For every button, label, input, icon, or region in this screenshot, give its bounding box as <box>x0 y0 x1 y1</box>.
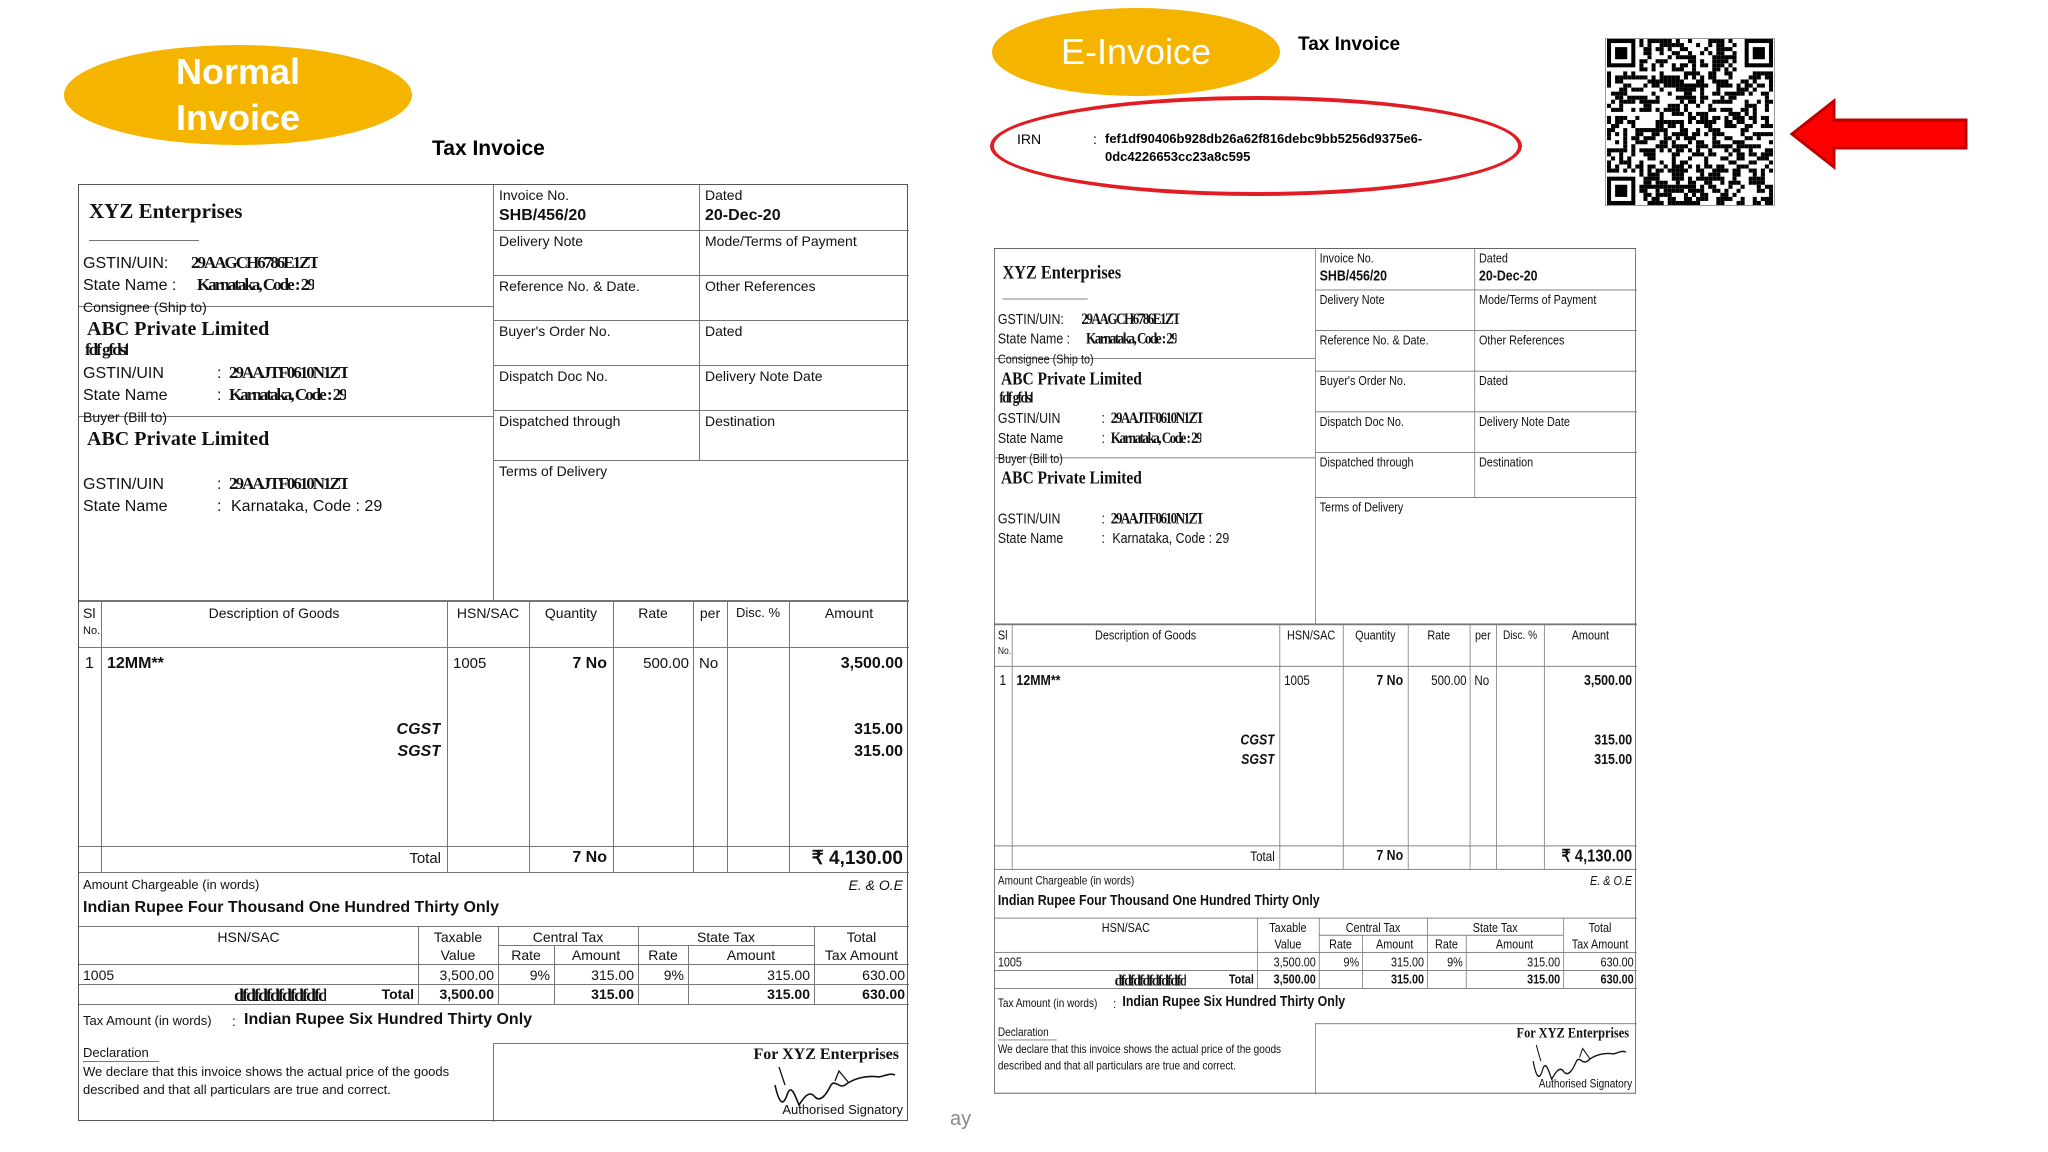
tax-row-state-amount: 315.00 <box>1527 954 1561 970</box>
col-sl: Sl <box>83 605 96 621</box>
tax-row-value: 3,500.00 <box>439 967 494 983</box>
other-references-label: Other References <box>1478 332 1565 348</box>
tax-total-scribble: dfdfdfdfdfdfdfd <box>1114 970 1186 989</box>
tax-col-total: Total <box>1588 920 1612 935</box>
buyer-label: Buyer (Bill to) <box>997 451 1063 466</box>
amount-chargeable-label: Amount Chargeable (in words) <box>997 873 1135 887</box>
tax-row-central-amount: 315.00 <box>1390 954 1425 970</box>
tax-col-hsn: HSN/SAC <box>1101 920 1150 935</box>
buyer-state-label: State Name <box>83 498 168 515</box>
delivery-note-date-label: Delivery Note Date <box>1478 414 1570 429</box>
tax-in-words: Indian Rupee Six Hundred Thirty Only <box>1122 994 1346 1010</box>
tax-total-value: 3,500.00 <box>1273 971 1316 987</box>
tax-col-central: Central Tax <box>1345 920 1401 935</box>
seller-name: XYZ Enterprises <box>1002 261 1122 284</box>
normal-invoice-sheet <box>78 184 908 1121</box>
seller-state: Karnataka, Code : 29 <box>197 275 314 294</box>
consignee-address: fdf gfdsf <box>85 340 128 359</box>
col-hsn: HSN/SAC <box>1287 627 1336 643</box>
item-quantity: 7 No <box>1376 673 1404 689</box>
normal-invoice-badge <box>64 45 412 145</box>
cgst-amount: 315.00 <box>1594 732 1633 748</box>
tax-total-label: Total <box>381 986 414 1002</box>
item-amount: 3,500.00 <box>1583 673 1633 689</box>
tax-col-state-amount: Amount <box>1495 936 1534 952</box>
buyer-gstin-label: GSTIN/UIN <box>997 511 1061 527</box>
col-description: Description of Goods <box>208 605 340 621</box>
col-amount: Amount <box>1571 627 1610 643</box>
qr-code-icon <box>1605 38 1775 206</box>
col-per: per <box>1475 627 1491 643</box>
invoice-no-label: Invoice No. <box>499 187 570 203</box>
seller-state-label: State Name : <box>83 277 177 294</box>
tax-col-taxable: Taxable <box>433 929 483 945</box>
buyers-order-label: Buyer's Order No. <box>499 323 611 339</box>
tax-row-central-rate: 9% <box>1343 954 1360 970</box>
consignee-gstin-colon: : <box>1101 411 1105 427</box>
seller-gstin: 29AAGCH6786E1ZT <box>1081 310 1180 328</box>
dated-value: 20-Dec-20 <box>705 207 781 224</box>
item-rate: 500.00 <box>643 655 689 672</box>
consignee-gstin-label: GSTIN/UIN <box>997 411 1061 427</box>
buyer-label: Buyer (Bill to) <box>83 409 168 425</box>
invoice-document <box>994 248 1636 1094</box>
tax-col-central-rate: Rate <box>511 947 541 963</box>
cgst-label: CGST <box>1240 732 1275 748</box>
order-dated-label: Dated <box>1478 373 1508 388</box>
arrow-left-icon <box>1790 98 1970 170</box>
seller-gstin-label: GSTIN/UIN: <box>83 255 169 272</box>
tax-total-central: 315.00 <box>591 986 634 1002</box>
col-sl-no: No. <box>997 646 1012 657</box>
delivery-note-date-label: Delivery Note Date <box>705 368 823 384</box>
tax-total-total: 630.00 <box>862 986 905 1002</box>
amount-chargeable-label: Amount Chargeable (in words) <box>83 877 260 892</box>
seller-gstin: 29AAGCH6786E1ZT <box>191 253 318 272</box>
seller-gstin-label: GSTIN/UIN: <box>997 312 1064 328</box>
seller-state-label: State Name : <box>997 331 1071 348</box>
buyer-gstin: 29AAJTF0610N1ZT <box>229 474 349 493</box>
invoice-document <box>78 184 908 1121</box>
tax-col-state-amount: Amount <box>726 947 776 963</box>
mode-terms-label: Mode/Terms of Payment <box>1478 292 1597 307</box>
tax-total-label: Total <box>1228 971 1254 987</box>
tax-col-state-rate: Rate <box>1435 936 1458 952</box>
buyer-gstin-colon: : <box>1101 511 1105 527</box>
eoe-label: E. & O.E <box>1590 873 1633 888</box>
col-rate: Rate <box>638 605 668 621</box>
total-label: Total <box>409 850 441 867</box>
amount-in-words: Indian Rupee Four Thousand One Hundred Thirty Only <box>997 893 1320 909</box>
tax-in-words: Indian Rupee Six Hundred Thirty Only <box>244 1011 533 1028</box>
tax-words-colon: : <box>1113 996 1117 1011</box>
col-per: per <box>699 605 721 621</box>
consignee-gstin-label: GSTIN/UIN <box>83 365 164 382</box>
authorised-signatory: Authorised Signatory <box>1538 1076 1633 1091</box>
col-quantity: Quantity <box>544 605 598 621</box>
footer-fragment: ay <box>950 1108 972 1130</box>
dispatched-through-label: Dispatched through <box>499 413 621 429</box>
sgst-label: SGST <box>397 743 441 760</box>
consignee-state-colon: : <box>217 387 222 404</box>
tax-total-scribble: dfdfdfdfdfdfdfd <box>234 985 327 1005</box>
consignee-state-colon: : <box>1101 431 1105 447</box>
buyer-gstin-colon: : <box>217 476 222 493</box>
dispatch-doc-label: Dispatch Doc No. <box>1319 414 1404 429</box>
sgst-amount: 315.00 <box>854 743 903 760</box>
buyer-state-colon: : <box>217 498 222 515</box>
consignee-gstin: 29AAJTF0610N1ZT <box>1110 409 1204 427</box>
irn-value-line1: fef1df90406b928db26a62f816debc9bb5256d9375e6- <box>1105 131 1423 146</box>
tax-row-total: 630.00 <box>862 967 905 983</box>
eoe-label: E. & O.E <box>848 877 903 893</box>
declaration-text: We declare that this invoice shows the actual price of the goods described and that all particulars are true and correct. <box>997 1042 1282 1072</box>
tax-col-central: Central Tax <box>532 929 604 945</box>
item-quantity: 7 No <box>572 655 607 672</box>
tax-row-state-amount: 315.00 <box>767 967 810 983</box>
buyer-gstin: 29AAJTF0610N1ZT <box>1110 509 1204 527</box>
consignee-address: fdf gfdsf <box>999 388 1033 406</box>
invoice-no-label: Invoice No. <box>1319 250 1374 266</box>
mode-terms-label: Mode/Terms of Payment <box>705 233 857 249</box>
item-amount: 3,500.00 <box>840 655 903 672</box>
tax-col-hsn: HSN/SAC <box>217 929 280 945</box>
dated-value: 20-Dec-20 <box>1478 268 1538 285</box>
sgst-label: SGST <box>1241 752 1275 768</box>
total-amount: ₹ 4,130.00 <box>811 848 903 869</box>
buyer-state: Karnataka, Code : 29 <box>1112 531 1230 547</box>
buyers-order-label: Buyer's Order No. <box>1319 373 1406 388</box>
total-quantity: 7 No <box>1376 848 1404 864</box>
tax-col-state-rate: Rate <box>648 947 678 963</box>
cgst-label: CGST <box>396 721 441 738</box>
tax-row-value: 3,500.00 <box>1273 954 1316 970</box>
invoice-no-value: SHB/456/20 <box>499 207 587 224</box>
col-description: Description of Goods <box>1095 627 1197 643</box>
col-sl-no: No. <box>83 625 101 637</box>
einvoice-sheet <box>994 248 1636 1094</box>
total-label: Total <box>1250 849 1275 865</box>
tax-total-central: 315.00 <box>1390 971 1425 987</box>
buyer-gstin-label: GSTIN/UIN <box>83 476 164 493</box>
tax-words-label: Tax Amount (in words) <box>83 1013 212 1028</box>
tax-row-total: 630.00 <box>1600 954 1634 970</box>
einvoice-title: Tax Invoice <box>1298 34 1401 55</box>
normal-invoice-title: Tax Invoice <box>432 137 545 160</box>
consignee-gstin-colon: : <box>217 365 222 382</box>
cgst-amount: 315.00 <box>854 721 903 738</box>
dispatched-through-label: Dispatched through <box>1319 454 1414 470</box>
consignee-name: ABC Private Limited <box>1000 368 1142 389</box>
tax-row-central-amount: 315.00 <box>591 967 634 983</box>
tax-col-central-rate: Rate <box>1329 936 1352 952</box>
consignee-state-label: State Name <box>997 431 1064 447</box>
buyer-name: ABC Private Limited <box>1000 468 1142 489</box>
col-discount: Disc. % <box>1502 627 1538 642</box>
col-sl: Sl <box>997 627 1008 643</box>
item-sl: 1 <box>999 673 1007 689</box>
item-name: 12MM** <box>107 655 164 672</box>
tax-col-taxable: Taxable <box>1269 920 1307 935</box>
item-sl: 1 <box>85 655 94 672</box>
terms-delivery-label: Terms of Delivery <box>499 463 608 479</box>
col-discount: Disc. % <box>735 605 781 620</box>
tax-row-hsn: 1005 <box>83 967 115 983</box>
declaration-text: We declare that this invoice shows the actual price of the goods described and that all particulars are true and correct. <box>83 1064 450 1097</box>
consignee-label: Consignee (Ship to) <box>83 299 207 315</box>
authorised-signatory: Authorised Signatory <box>782 1102 903 1117</box>
reference-no-label: Reference No. & Date. <box>499 278 640 294</box>
item-name: 12MM** <box>1016 673 1061 689</box>
declaration-label: Declaration <box>997 1025 1049 1039</box>
consignee-state: Karnataka, Code : 29 <box>229 385 346 404</box>
consignee-state-label: State Name <box>83 387 168 404</box>
amount-in-words: Indian Rupee Four Thousand One Hundred Thirty Only <box>83 899 500 916</box>
total-quantity: 7 No <box>572 849 607 866</box>
irn-separator: : <box>1093 131 1097 147</box>
tax-col-value: Value <box>1274 936 1302 952</box>
tax-words-label: Tax Amount (in words) <box>997 996 1098 1010</box>
consignee-label: Consignee (Ship to) <box>997 351 1094 367</box>
other-references-label: Other References <box>705 278 816 294</box>
einvoice-badge-label: E-Invoice <box>1060 31 1212 72</box>
terms-delivery-label: Terms of Delivery <box>1319 499 1404 515</box>
for-company: For XYZ Enterprises <box>753 1046 899 1063</box>
col-rate: Rate <box>1427 627 1451 643</box>
item-hsn: 1005 <box>1284 673 1310 689</box>
col-amount: Amount <box>824 605 874 621</box>
irn-highlight-ring <box>990 96 1522 196</box>
destination-label: Destination <box>705 413 776 429</box>
tax-col-state: State Tax <box>1472 920 1518 935</box>
sgst-amount: 315.00 <box>1594 752 1633 768</box>
tax-row-central-rate: 9% <box>529 967 550 983</box>
seller-name: XYZ Enterprises <box>89 199 243 223</box>
tax-row-hsn: 1005 <box>997 954 1022 970</box>
for-company: For XYZ Enterprises <box>1516 1025 1630 1042</box>
order-dated-label: Dated <box>705 323 743 339</box>
item-per: No <box>699 655 719 672</box>
tax-col-total: Total <box>846 929 877 945</box>
buyer-state: Karnataka, Code : 29 <box>231 498 383 515</box>
einvoice-badge <box>992 8 1280 96</box>
reference-no-label: Reference No. & Date. <box>1319 332 1429 348</box>
destination-label: Destination <box>1478 454 1534 470</box>
declaration-label: Declaration <box>83 1045 149 1060</box>
item-rate: 500.00 <box>1431 673 1467 689</box>
dispatch-doc-label: Dispatch Doc No. <box>499 368 608 384</box>
delivery-note-label: Delivery Note <box>1319 292 1385 307</box>
buyer-name: ABC Private Limited <box>87 428 270 450</box>
tax-total-value: 3,500.00 <box>439 986 494 1002</box>
consignee-name: ABC Private Limited <box>87 318 270 340</box>
buyer-state-colon: : <box>1101 531 1105 547</box>
tax-row-state-rate: 9% <box>1447 954 1463 970</box>
tax-words-colon: : <box>232 1013 236 1029</box>
consignee-state: Karnataka, Code : 29 <box>1110 429 1202 447</box>
tax-col-central-amount: Amount <box>1376 936 1414 952</box>
buyer-state-label: State Name <box>997 531 1064 547</box>
seller-state: Karnataka, Code : 29 <box>1086 330 1177 348</box>
tax-col-tax-amount: Tax Amount <box>1571 936 1629 952</box>
delivery-note-label: Delivery Note <box>499 233 584 249</box>
tax-col-central-amount: Amount <box>571 947 621 963</box>
tax-total-state: 315.00 <box>1527 971 1561 987</box>
dated-label: Dated <box>1478 250 1508 266</box>
irn-label: IRN <box>1017 131 1042 147</box>
total-amount: ₹ 4,130.00 <box>1561 847 1633 867</box>
irn-value-line2: 0dc4226653cc23a8c595 <box>1105 149 1251 164</box>
item-per: No <box>1474 673 1490 689</box>
normal-invoice-badge-label: Normal Invoice <box>175 51 301 138</box>
tax-col-value: Value <box>440 947 476 963</box>
tax-col-tax-amount: Tax Amount <box>824 947 899 963</box>
col-hsn: HSN/SAC <box>456 605 520 621</box>
tax-col-state: State Tax <box>696 929 756 945</box>
item-hsn: 1005 <box>453 655 487 672</box>
consignee-gstin: 29AAJTF0610N1ZT <box>229 363 349 382</box>
tax-row-state-rate: 9% <box>663 967 684 983</box>
tax-total-state: 315.00 <box>767 986 810 1002</box>
invoice-no-value: SHB/456/20 <box>1319 268 1388 285</box>
tax-total-total: 630.00 <box>1600 971 1634 987</box>
dated-label: Dated <box>705 187 743 203</box>
col-quantity: Quantity <box>1355 627 1396 643</box>
